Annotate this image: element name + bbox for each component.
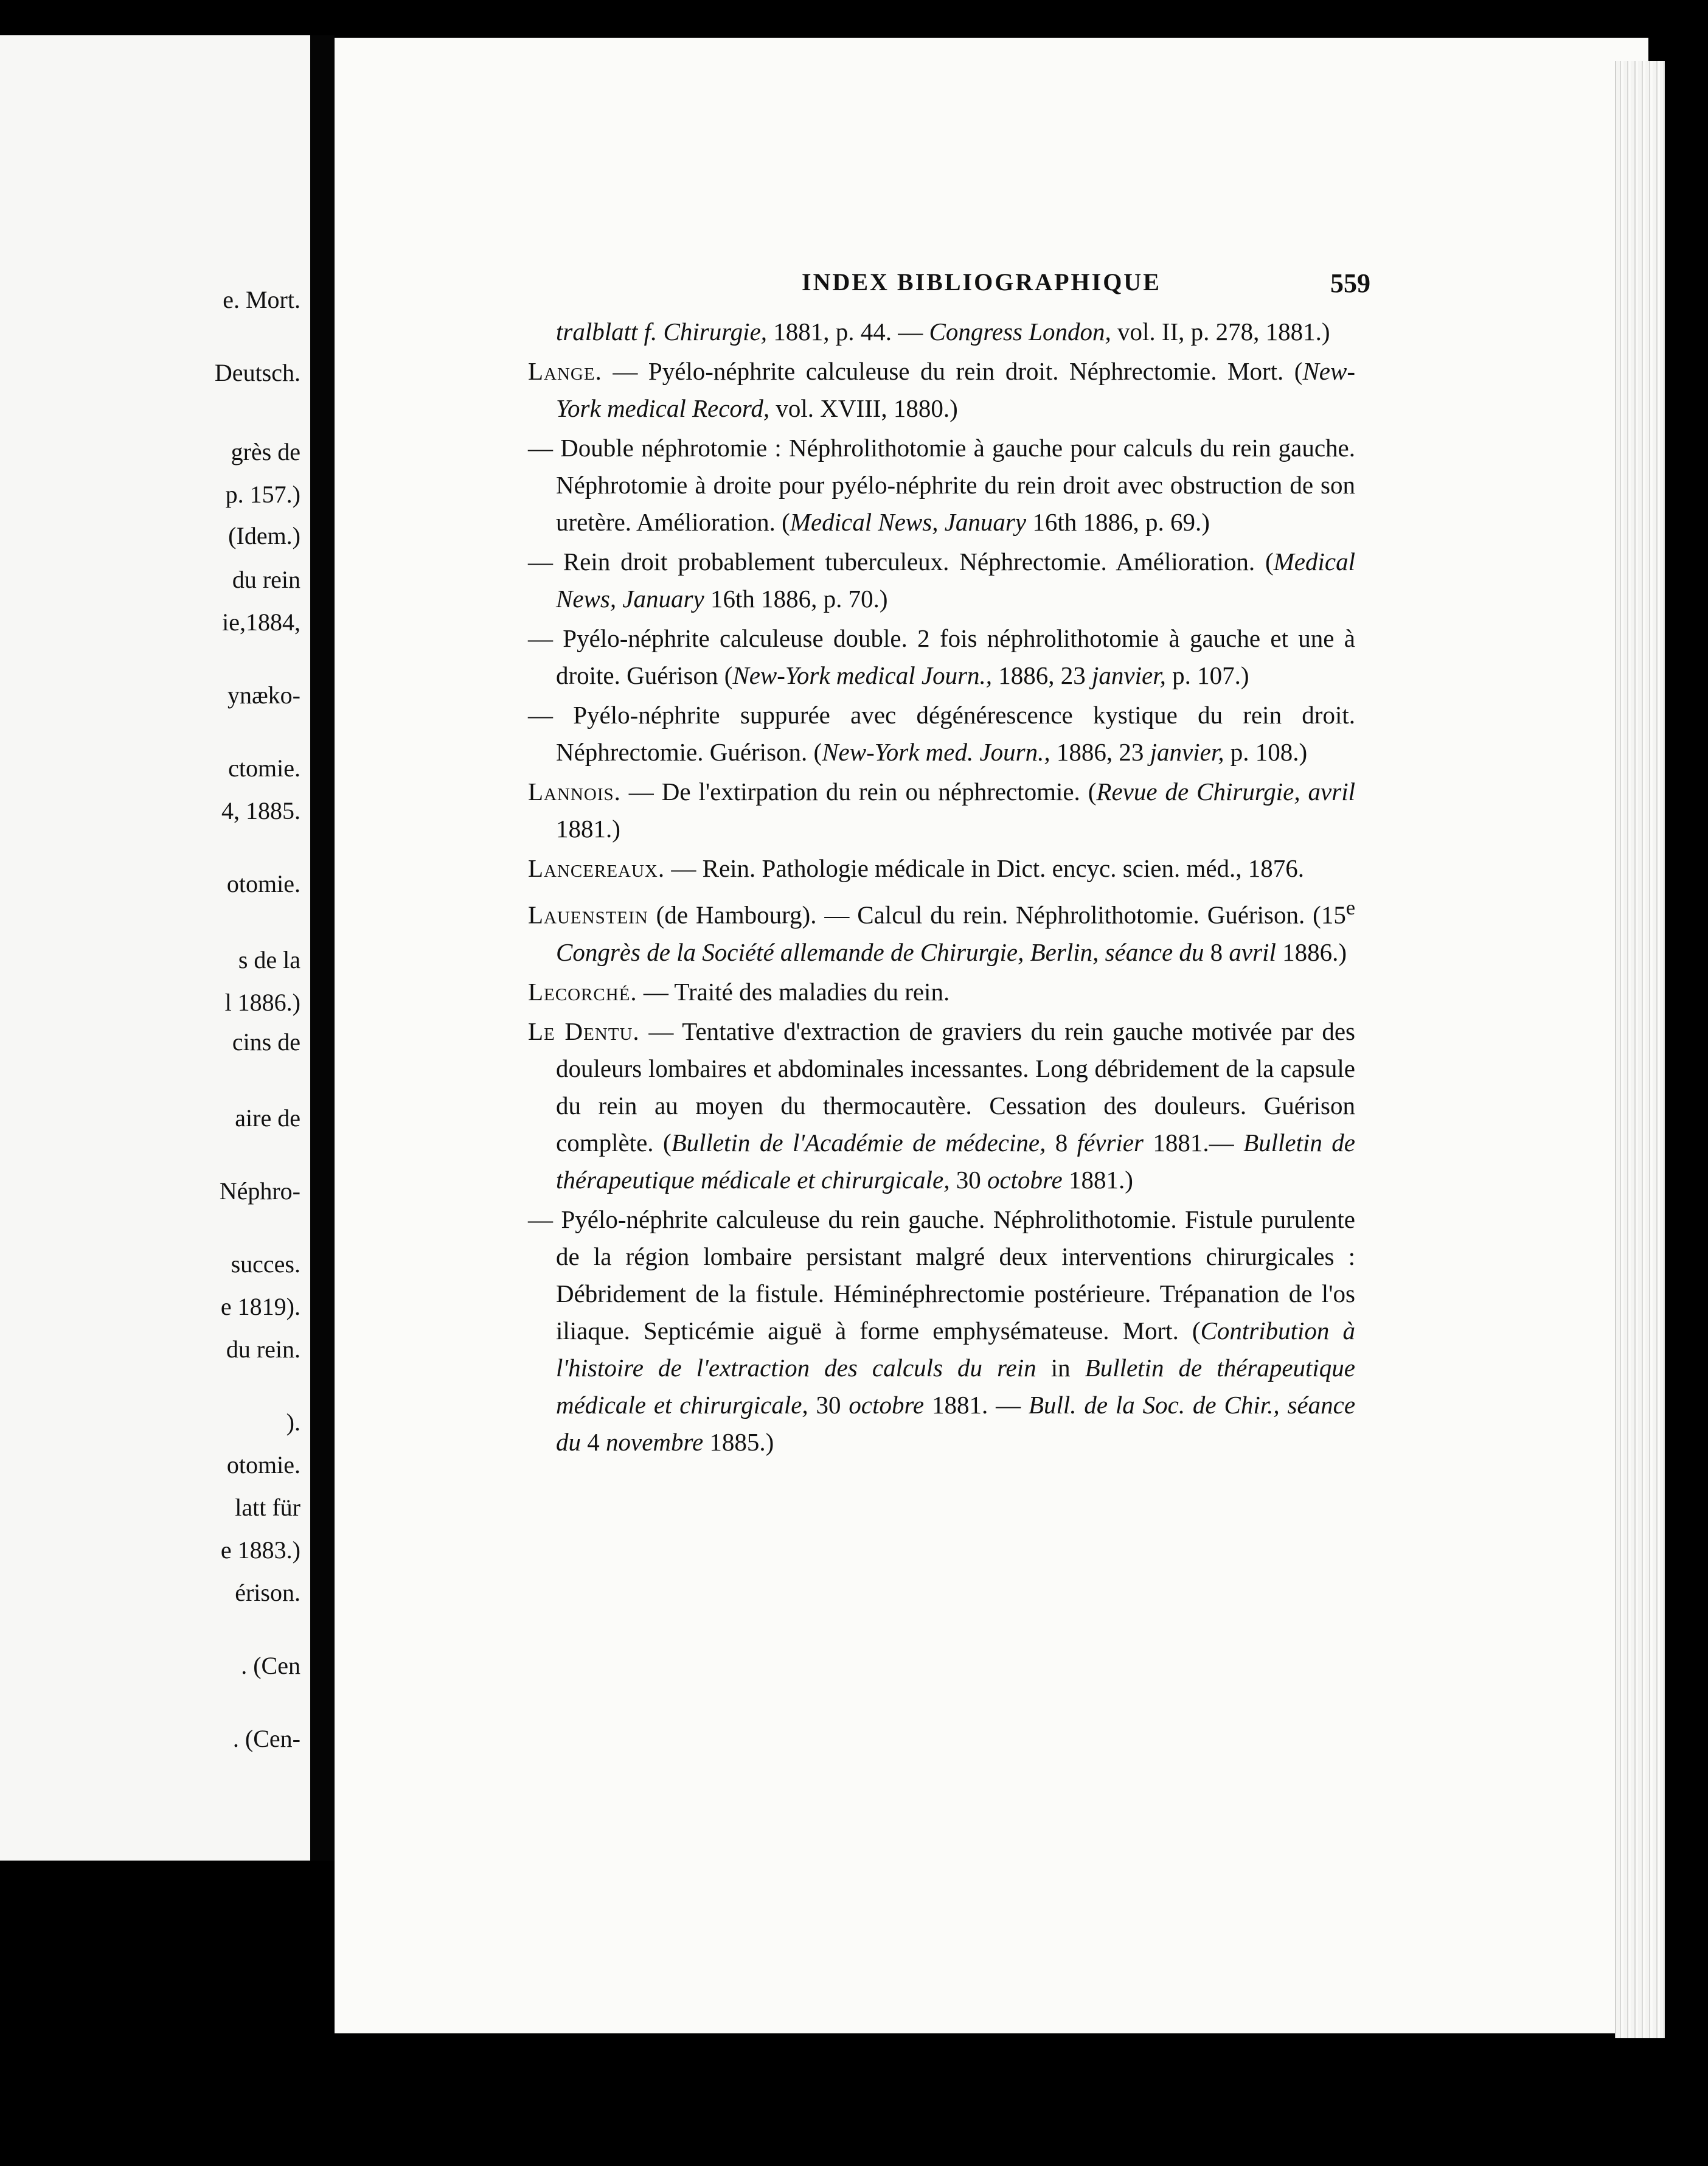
- entry-text: 1881.—: [1143, 1128, 1244, 1157]
- left-page-line: du rein: [232, 566, 300, 593]
- entry-source-italic: avril: [1229, 938, 1276, 966]
- bibliography-entry: [528, 773, 1355, 848]
- bibliography-entry: [528, 543, 1355, 618]
- left-page-line: . (Cen-: [232, 1725, 300, 1752]
- entry-text: — Rein. Pathologie médicale in Dict. encyc. scien. méd., 1876.: [665, 854, 1305, 882]
- entry-text: 4: [581, 1427, 606, 1456]
- bibliography-entry: [528, 850, 1355, 887]
- book-gutter: [310, 35, 335, 1861]
- running-head: [528, 268, 1370, 304]
- entry-source-italic: Medical News, January: [556, 548, 1355, 613]
- left-page-line: p. 157.): [225, 481, 300, 508]
- entry-source-italic: Congress London,: [929, 318, 1111, 346]
- page-edges: [1615, 61, 1665, 2038]
- entry-text: in: [1036, 1353, 1085, 1382]
- entry-source-italic: Revue de Chirurgie, avril: [1096, 778, 1355, 806]
- entry-text: (de Hambourg). — Calcul du rein. Néphrolithotomie. Guérison. (15: [648, 900, 1346, 929]
- left-page-line: s de la: [238, 946, 300, 973]
- entry-author: Lecorché.: [528, 977, 637, 1006]
- entry-text: — Pyélo-néphrite calculeuse double. 2 fois néphrolithotomie à gauche et une à droite. Guérison (: [528, 624, 1355, 689]
- entry-text: p. 107.): [1165, 661, 1249, 689]
- entry-source-italic: octobre: [987, 1165, 1063, 1194]
- entry-author: Lancereaux.: [528, 854, 665, 882]
- left-page-line: succes.: [231, 1250, 300, 1278]
- entry-source-italic: Contribution à l'histoire de l'extraction des calculs du rein: [556, 1316, 1355, 1382]
- entry-source-italic: Bull. de la Soc. de Chir., séance du: [556, 1390, 1356, 1456]
- entry-author: Lannois.: [528, 778, 621, 806]
- entry-text: 16th 1886, p. 70.): [704, 585, 888, 613]
- entry-text: — Double néphrotomie : Néphrolithotomie à gauche pour calculs du rein gauche. Néphrotomie à droite pour pyélo-néphrite du rein droit avec obstruction de son uretère. Amélioration. (: [528, 434, 1355, 536]
- bibliography-entry: [528, 353, 1355, 427]
- left-page-line: otomie.: [226, 1451, 300, 1478]
- entry-text: p. 108.): [1224, 738, 1308, 766]
- entry-text: 1881.): [556, 815, 620, 843]
- entry-author: Le Dentu.: [528, 1017, 640, 1045]
- entry-text: 1886, 23: [992, 661, 1092, 689]
- bibliography-entry: [528, 973, 1355, 1011]
- entry-text: 16th 1886, p. 69.): [1026, 508, 1210, 536]
- entry-text: 1886.): [1276, 938, 1347, 966]
- entry-source-italic: tralblatt f. Chirurgie,: [556, 318, 768, 346]
- left-page-line: . (Cen: [241, 1652, 300, 1679]
- entry-text: 1885.): [703, 1427, 774, 1456]
- entry-text: 1881. —: [924, 1390, 1029, 1419]
- entry-text: 8: [1046, 1128, 1077, 1157]
- entry-source-italic: novembre: [606, 1427, 704, 1456]
- bibliography-entry: [528, 1013, 1355, 1199]
- left-page-line: cins de: [232, 1028, 300, 1056]
- bibliography-entries: [528, 313, 1355, 1463]
- entry-text: 1881, p. 44. —: [767, 318, 929, 346]
- left-page-line: grès de: [231, 438, 300, 465]
- left-page-line: 4, 1885.: [221, 797, 300, 824]
- entry-text: 30: [808, 1390, 849, 1419]
- entry-author: Lauenstein: [528, 900, 648, 929]
- left-page-line: e 1819).: [220, 1293, 300, 1320]
- entry-text: — Pyélo-néphrite suppurée avec dégénérescence kystique du rein droit. Néphrectomie. Guérison. (: [528, 701, 1355, 766]
- bibliography-entry: [528, 697, 1355, 771]
- entry-text: 30: [949, 1165, 987, 1194]
- bibliography-entry: [528, 1201, 1355, 1461]
- entry-source-italic: New-York medical Record,: [556, 357, 1355, 422]
- entry-text: — Rein droit probablement tuberculeux. Néphrectomie. Amélioration. (: [528, 548, 1274, 576]
- left-page-line: ynæko-: [227, 681, 300, 709]
- bibliography-entry: [528, 313, 1355, 350]
- left-page-line: du rein.: [226, 1335, 300, 1363]
- entry-source-italic: Bulletin de thérapeutique médicale et chirurgicale,: [556, 1353, 1355, 1419]
- left-page-line: aire de: [235, 1104, 300, 1132]
- left-page-line: (Idem.): [228, 522, 300, 549]
- entry-text: vol. XVIII, 1880.): [769, 394, 958, 422]
- entry-text: 1886, 23: [1050, 738, 1150, 766]
- bibliography-entry: [528, 430, 1355, 541]
- running-head-title: INDEX BIBLIOGRAPHIQUE: [802, 268, 1161, 296]
- entry-source-italic: Congrès de la Société allemande de Chirurgie, Berlin, séance du: [556, 938, 1204, 966]
- left-page-fragment: [0, 35, 310, 1861]
- left-page-line: otomie.: [226, 870, 300, 897]
- left-page-line: ie,1884,: [222, 608, 300, 636]
- entry-text: — Traité des maladies du rein.: [637, 977, 950, 1006]
- entry-text: 8: [1204, 938, 1229, 966]
- bibliography-entry: [528, 620, 1355, 694]
- entry-source-italic: février: [1077, 1128, 1144, 1157]
- entry-text: e: [1345, 897, 1355, 919]
- entry-source-italic: Medical News, January: [790, 508, 1027, 536]
- left-page-line: ).: [286, 1409, 300, 1436]
- left-page-line: e 1883.): [220, 1536, 300, 1564]
- left-page-line: ctomie.: [228, 754, 300, 782]
- entry-text: — De l'extirpation du rein ou néphrectomie. (: [620, 778, 1097, 806]
- entry-text: — Tentative d'extraction de graviers du rein gauche motivée par des douleurs lombaires et abdominales incessantes. Long débridement de la capsule du rein au moyen du thermocautère. Cessation des douleurs. Guérison complète. (: [556, 1017, 1356, 1157]
- entry-source-italic: New-York med. Journ.,: [822, 738, 1050, 766]
- page-number: 559: [1330, 268, 1370, 298]
- left-page-line: érison.: [235, 1579, 300, 1606]
- left-page-line: latt für: [235, 1494, 300, 1521]
- entry-source-italic: octobre: [849, 1390, 925, 1419]
- entry-text: vol. II, p. 278, 1881.): [1111, 318, 1330, 346]
- entry-author: Lange.: [528, 357, 602, 385]
- left-page-line: Deutsch.: [214, 359, 300, 386]
- entry-source-italic: New-York medical Journ.,: [732, 661, 993, 689]
- entry-text: — Pyélo-néphrite calculeuse du rein droit. Néphrectomie. Mort. (: [602, 357, 1303, 385]
- left-page-line: Néphro-: [219, 1177, 300, 1205]
- entry-source-italic: Bulletin de l'Académie de médecine,: [671, 1128, 1046, 1157]
- left-page-line: e. Mort.: [223, 286, 300, 313]
- entry-source-italic: janvier,: [1092, 661, 1166, 689]
- entry-source-italic: Bulletin de thérapeutique médicale et chirurgicale,: [556, 1128, 1355, 1194]
- entry-source-italic: janvier,: [1150, 738, 1224, 766]
- entry-text: 1881.): [1062, 1165, 1133, 1194]
- left-page-line: l 1886.): [224, 989, 300, 1016]
- bibliography-entry: [528, 890, 1355, 971]
- entry-text: — Pyélo-néphrite calculeuse du rein gauche. Néphrolithotomie. Fistule purulente de la région lombaire persistant malgré deux interventions chirurgicales : Débridement de la fistule. Héminéphrectomie postérieure. Trépanation de l'os iliaque. Septicémie aiguë à forme emphysémateuse. Mort. (: [528, 1205, 1355, 1345]
